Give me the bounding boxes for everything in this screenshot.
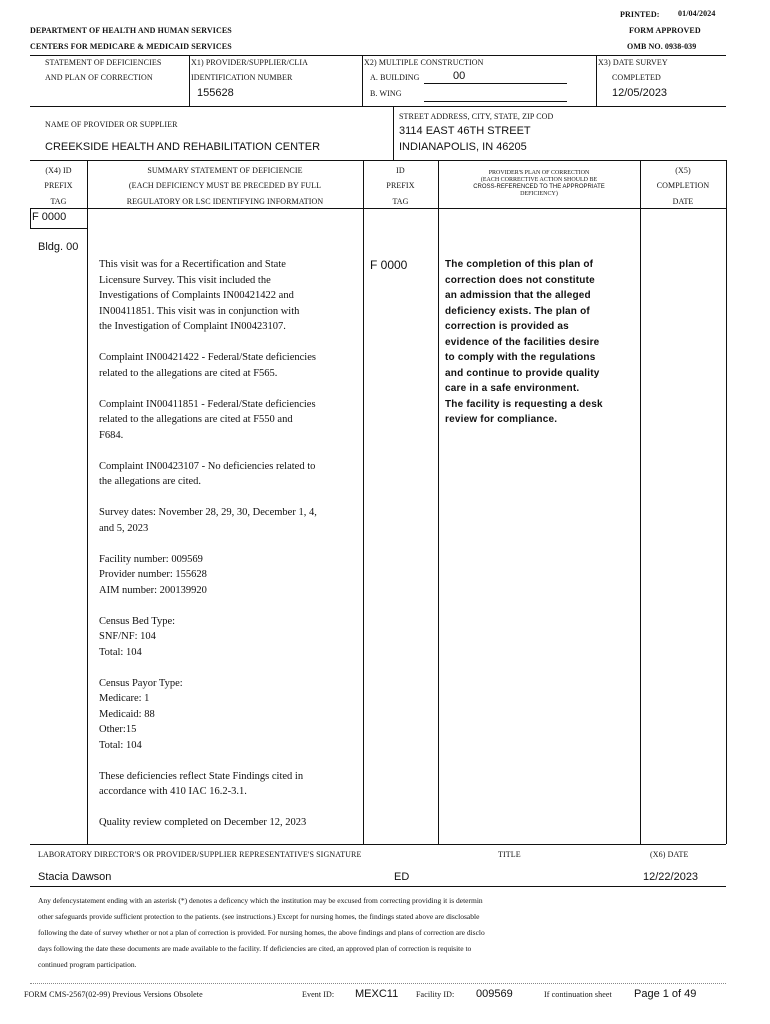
x3-label-1: X3) DATE SURVEY: [598, 58, 668, 67]
summary-line: Other:15: [99, 724, 137, 735]
summary-line: Medicaid: 88: [99, 708, 155, 720]
plan-header-3: CROSS-REFERENCED TO THE APPROPRIATE: [473, 184, 605, 190]
id-header-3: TAG: [392, 197, 409, 206]
summary-header-3: REGULATORY OR LSC IDENTIFYING INFORMATION: [126, 197, 324, 206]
event-id-label: Event ID:: [302, 990, 335, 999]
provider-id-value: 155628: [197, 87, 234, 99]
centers-name: CENTERS FOR MEDICARE & MEDICAID SERVICES: [30, 42, 232, 51]
plan-line: deficiency exists. The plan of: [445, 305, 590, 317]
summary-statement: [99, 257, 361, 846]
building-tag: Bldg. 00: [38, 241, 79, 253]
plan-line: correction is provided as: [445, 321, 569, 332]
summary-line: Total: 104: [99, 739, 142, 751]
summary-line: related to the allegations are cited at F565.: [99, 367, 278, 379]
statement-label-1: STATEMENT OF DEFICIENCIES: [45, 58, 162, 67]
summary-line: Total: 104: [99, 646, 142, 658]
plan-line: The completion of this plan of: [445, 259, 594, 270]
x3-label-2: COMPLETED: [612, 73, 661, 82]
form-approved: FORM APPROVED: [629, 26, 701, 35]
summary-line: Complaint IN00423107 - No deficiencies related to: [99, 460, 316, 472]
id-header-2: PREFIX: [386, 181, 415, 190]
summary-header-1: SUMMARY STATEMENT OF DEFICIENCIE: [147, 166, 303, 175]
plan-line: correction does not constitute: [445, 274, 595, 286]
summary-line: Licensure Survey. This visit included the: [99, 274, 271, 286]
printed-date: 01/04/2024: [678, 9, 716, 18]
summary-paragraph: [99, 769, 361, 800]
summary-line: Medicare: 1: [99, 693, 150, 704]
id-header-1: ID: [396, 166, 405, 175]
summary-paragraph: [99, 505, 361, 536]
summary-line: AIM number: 200139920: [99, 584, 207, 596]
summary-line: These deficiencies reflect State Findings cited in: [99, 770, 304, 782]
disclaimer-line: Any defencystatement ending with an asterisk (*) denotes a deficency which the institution may be excused from correcting providing it is determin: [38, 896, 483, 905]
summary-paragraph: [99, 676, 361, 754]
plan-of-correction: [445, 257, 637, 428]
plan-line: evidence of the facilities desire: [445, 336, 600, 348]
x5-header-3: DATE: [672, 197, 694, 206]
x5-header-1: (X5): [675, 166, 691, 175]
summary-line: accordance with 410 IAC 16.2-3.1.: [99, 786, 247, 797]
summary-line: Complaint IN00421422 - Federal/State deficiencies: [99, 352, 316, 363]
signature-name: Stacia Dawson: [38, 871, 112, 883]
address-line-1: 3114 EAST 46TH STREET: [399, 125, 531, 137]
summary-line: Census Bed Type:: [99, 615, 176, 627]
plan-line: an admission that the alleged: [445, 290, 591, 301]
disclaimer-line: other safeguards provide sufficient protection to the patients. (see instructions.) Except for nursing homes, the findings stated above are disclosable: [38, 912, 480, 921]
building-label: A. BUILDING: [370, 73, 420, 82]
x6-date-label: (X6) DATE: [650, 850, 689, 859]
disclaimer-line: continued program participation.: [38, 960, 137, 969]
printed-label: PRINTED:: [620, 10, 660, 19]
summary-line: the allegations are cited.: [99, 476, 202, 487]
title-label: TITLE: [498, 850, 521, 859]
summary-line: Investigations of Complaints IN00421422 and: [99, 290, 294, 301]
signature-label: LABORATORY DIRECTOR'S OR PROVIDER/SUPPLIER REPRESENTATIVE'S SIGNATURE: [38, 850, 362, 859]
provider-name-label: NAME OF PROVIDER OR SUPPLIER: [45, 120, 178, 129]
summary-line: Quality review completed on December 12, 2023: [99, 817, 307, 828]
plan-line: review for compliance.: [445, 414, 558, 425]
summary-header-2: (EACH DEFICIENCY MUST BE PRECEDED BY FULL: [128, 181, 322, 190]
omb-number: OMB NO. 0938-039: [627, 42, 697, 51]
summary-line: Provider number: 155628: [99, 569, 207, 580]
summary-line: IN00411851. This visit was in conjunction with: [99, 305, 300, 317]
address-label: STREET ADDRESS, CITY, STATE, ZIP COD: [399, 112, 554, 121]
disclaimer-text: [38, 893, 728, 973]
plan-header-4: DEFICIENCY): [520, 191, 558, 197]
x4-header-2: PREFIX: [44, 181, 73, 190]
disclaimer-line: days following the date these documents are made available to the facility. If deficiencies are cited, an approved plan of correction is requisite to: [38, 944, 472, 953]
summary-paragraph: [99, 614, 361, 661]
summary-line: Survey dates: November 28, 29, 30, December 1, 4,: [99, 507, 317, 518]
continuation-label: If continuation sheet: [544, 990, 612, 999]
summary-line: F684.: [99, 429, 124, 441]
summary-line: Census Payor Type:: [99, 677, 183, 689]
right-tag: F 0000: [370, 258, 408, 272]
plan-line: and continue to provide quality: [445, 367, 600, 379]
signature-date: 12/22/2023: [643, 871, 699, 883]
summary-line: SNF/NF: 104: [99, 631, 156, 642]
summary-paragraph: [99, 552, 361, 599]
plan-line: care in a safe environment.: [445, 383, 580, 394]
disclaimer-line: following the date of survey whether or not a plan of correction is provided. For nursing homes, the above findings and plans of correction are disclo: [38, 928, 485, 937]
x2-label: X2) MULTIPLE CONSTRUCTION: [364, 58, 484, 67]
plan-line: The facility is requesting a desk: [445, 398, 603, 410]
summary-paragraph: [99, 257, 361, 335]
left-tag: F 0000: [32, 211, 67, 223]
department-name: DEPARTMENT OF HEALTH AND HUMAN SERVICES: [30, 26, 232, 35]
summary-paragraph: [99, 350, 361, 381]
plan-header-1: PROVIDER'S PLAN OF CORRECTION: [488, 170, 590, 176]
statement-label-2: AND PLAN OF CORRECTION: [45, 73, 153, 82]
summary-paragraph: [99, 397, 361, 444]
plan-header-2: (EACH CORRECTIVE ACTION SHOULD BE: [480, 177, 598, 183]
summary-paragraph: [99, 815, 361, 831]
summary-line: Facility number: 009569: [99, 553, 203, 565]
address-line-2: INDIANAPOLIS, IN 46205: [399, 141, 527, 153]
summary-line: This visit was for a Recertification and State: [99, 259, 286, 270]
facility-id-value: 009569: [476, 988, 513, 1000]
summary-line: Complaint IN00411851 - Federal/State deficiencies: [99, 398, 316, 410]
event-id-value: MEXC11: [355, 988, 399, 1000]
plan-line: to comply with the regulations: [445, 352, 596, 363]
x1-label-2: IDENTIFICATION NUMBER: [191, 73, 293, 82]
form-number: FORM CMS-2567(02-99) Previous Versions Obsolete: [24, 990, 203, 999]
page-number: Page 1 of 49: [634, 988, 697, 1000]
wing-label: B. WING: [370, 89, 402, 98]
provider-name-value: CREEKSIDE HEALTH AND REHABILITATION CENTER: [45, 141, 321, 153]
x4-header-3: TAG: [50, 197, 67, 206]
building-value: 00: [453, 70, 466, 82]
facility-id-label: Facility ID:: [416, 990, 455, 999]
summary-line: related to the allegations are cited at F550 and: [99, 414, 293, 425]
x4-header-1: (X4) ID: [45, 166, 72, 175]
signature-title: ED: [394, 871, 410, 883]
x5-header-2: COMPLETION: [656, 181, 710, 190]
x1-label-1: X1) PROVIDER/SUPPLIER/CLIA: [191, 58, 309, 67]
summary-line: and 5, 2023: [99, 522, 149, 534]
survey-date-value: 12/05/2023: [612, 87, 668, 99]
summary-line: the Investigation of Complaint IN00423107.: [99, 321, 286, 332]
summary-paragraph: [99, 459, 361, 490]
